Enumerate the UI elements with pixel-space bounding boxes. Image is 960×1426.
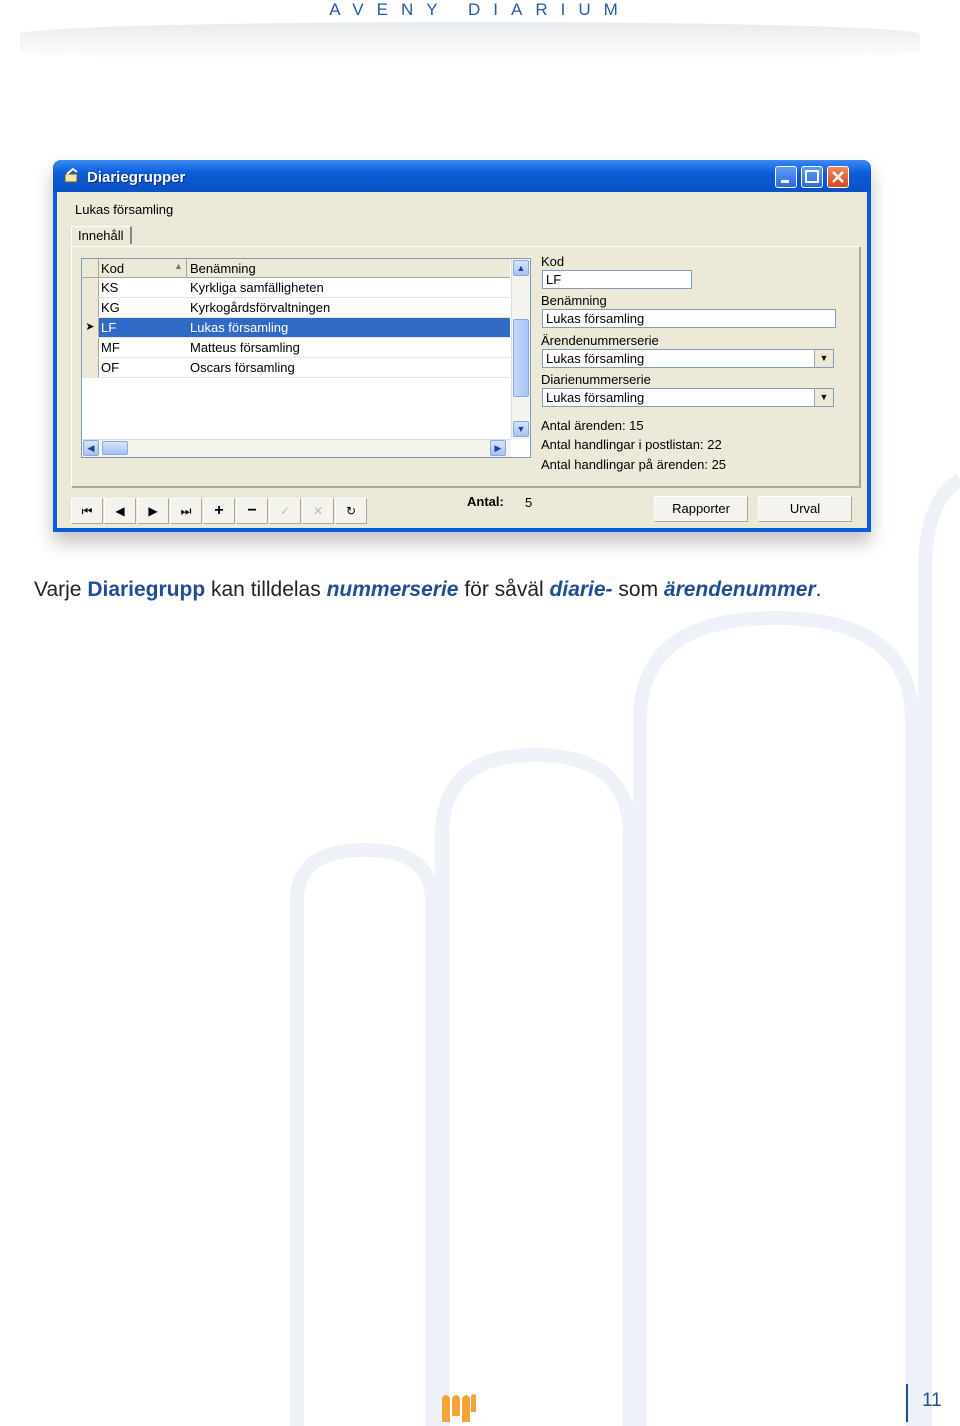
caption-part: kan tilldelas [205,578,327,601]
window-title: Diariegrupper [87,169,186,186]
cell-kod: LF [101,320,117,335]
minimize-button[interactable] [775,166,797,188]
cell-benamning: Kyrkogårdsförvaltningen [190,300,331,315]
caption-part: diarie- [549,578,613,601]
cell-kod: MF [101,340,120,355]
table-row-selected[interactable] [82,318,510,338]
row-indicator [82,278,99,297]
table-row[interactable] [82,358,510,378]
maximize-icon [802,167,822,187]
cell-benamning: Kyrkliga samfälligheten [190,280,324,295]
first-icon: ⏮ [81,504,93,518]
cell-kod: KG [101,300,120,315]
antal-arenden: Antal ärenden: 15 [541,418,644,433]
minimize-icon [776,167,796,187]
benamning-field[interactable]: Lukas församling [542,309,836,328]
close-button[interactable] [827,166,849,188]
refresh-button[interactable] [335,498,367,524]
next-icon: ▶ [148,504,158,518]
vertical-scrollbar[interactable] [511,259,530,439]
diarienummerserie-select[interactable] [542,388,834,407]
last-icon: ⏭ [180,504,192,518]
close-icon [828,167,848,187]
antal-handlingar-postlistan: Antal handlingar i postlistan: 22 [541,437,722,452]
selection-highlight [99,318,510,337]
caption-part: ärendenummer [663,578,816,601]
diarienummerserie-label: Diarienummerserie [541,372,651,387]
page-number: 11 [922,1390,942,1411]
row-indicator [82,338,99,357]
grid-header [82,259,510,278]
cell-benamning: Lukas församling [190,320,289,335]
arendenummerserie-value: Lukas församling [546,351,645,366]
page-number-divider [906,1384,908,1422]
scroll-up-button[interactable]: ▲ [513,260,529,276]
title-bar[interactable] [53,160,871,192]
row-indicator [82,358,99,377]
diarienummerserie-value: Lukas församling [546,390,645,405]
caption-part: som [612,578,664,601]
next-record-button[interactable] [137,498,169,524]
maximize-button[interactable] [801,166,823,188]
chevron-down-icon[interactable]: ▼ [814,389,833,406]
app-icon [63,168,81,184]
post-edit-button[interactable] [269,498,301,524]
cell-kod: OF [101,360,120,375]
benamning-label: Benämning [541,293,607,308]
window-client [57,192,867,528]
arendenummerserie-select[interactable] [542,349,834,368]
table-row[interactable] [82,298,510,318]
brand-title: AVENY DIARIUM [329,0,631,19]
caption-part: Varje [34,578,88,601]
minus-icon: − [247,502,257,519]
table-row[interactable] [82,338,510,358]
add-record-button[interactable] [203,498,235,524]
kod-field[interactable]: LF [542,270,692,289]
scroll-right-button[interactable]: ▶ [490,440,506,456]
scroll-left-button[interactable]: ◀ [83,440,99,456]
column-header-kod[interactable]: Kod [101,261,125,276]
tab-innehall[interactable]: Innehåll [71,226,132,244]
sort-indicator-icon: ▲ [174,261,183,271]
scroll-down-button[interactable]: ▼ [513,421,529,437]
caption-part: nummerserie [326,578,459,601]
first-record-button[interactable] [71,498,103,524]
table-row[interactable] [82,278,510,298]
row-indicator [82,298,99,317]
plus-icon: + [214,502,224,519]
current-row-pointer-icon: ➤ [82,318,99,337]
check-icon: ✓ [279,504,291,518]
caption-part: för såväl [458,578,550,601]
aveny-logo-icon [442,1392,476,1422]
diariegrupper-window [53,160,871,532]
caption [34,578,821,602]
caption-part: . [815,578,822,601]
groups-grid[interactable] [81,258,531,458]
cell-benamning: Matteus församling [190,340,300,355]
grid-header-indicator [82,259,99,277]
previous-record-button[interactable] [104,498,136,524]
kod-label: Kod [541,254,565,269]
delete-record-button[interactable] [236,498,268,524]
refresh-icon: ↻ [345,504,357,518]
arendenummerserie-label: Ärendenummerserie [541,333,659,348]
previous-icon: ◀ [115,504,125,518]
column-separator[interactable] [186,259,187,277]
x-icon: ✕ [312,504,324,518]
antal-handlingar-pa-arenden: Antal handlingar på ärenden: 25 [541,457,727,472]
chevron-down-icon[interactable]: ▼ [814,350,833,367]
current-group-label: Lukas församling [75,202,174,217]
header-shadow [20,22,920,62]
urval-button[interactable]: Urval [758,496,852,522]
cell-benamning: Oscars församling [190,360,295,375]
cell-kod: KS [101,280,119,295]
horizontal-scrollbar[interactable] [82,439,511,457]
rapporter-button[interactable]: Rapporter [654,496,748,522]
cancel-edit-button[interactable] [302,498,334,524]
antal-label: Antal: [467,494,504,509]
header [0,0,960,26]
caption-part: Diariegrupp [87,578,206,601]
last-record-button[interactable] [170,498,202,524]
scroll-thumb[interactable] [513,319,529,397]
column-header-benamning[interactable]: Benämning [190,261,256,276]
antal-value: 5 [525,495,533,510]
horizontal-scroll-thumb[interactable] [102,441,128,455]
